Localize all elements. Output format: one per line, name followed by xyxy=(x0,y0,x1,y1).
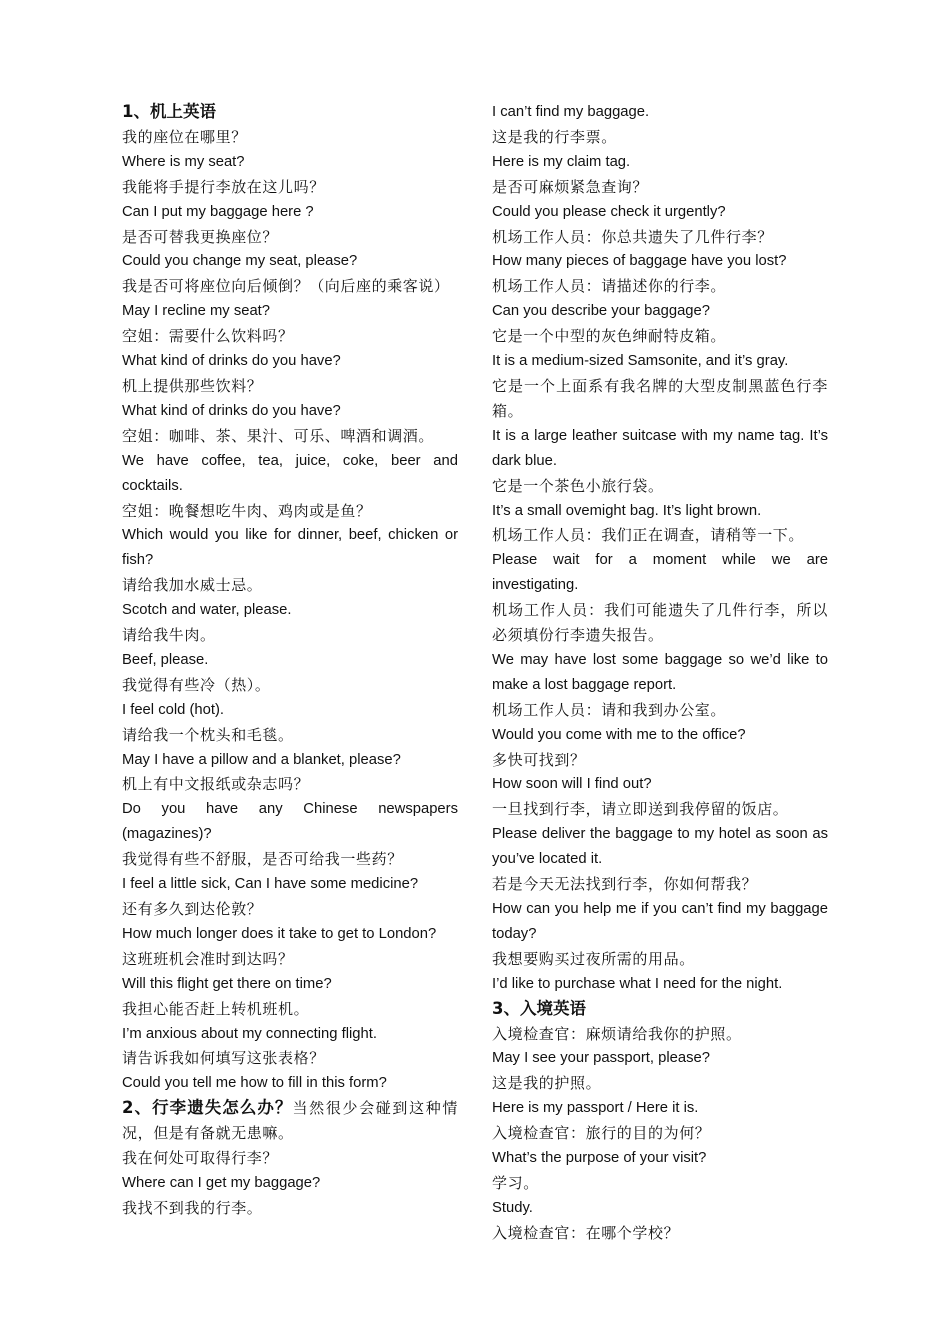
chinese-phrase: 我在何处可取得行李？ xyxy=(122,1149,279,1168)
english-phrase: Here is my claim tag. xyxy=(492,153,631,170)
chinese-phrase: 这班班机会准时到达吗？ xyxy=(122,949,294,968)
chinese-phrase: 机上有中文报纸或杂志吗？ xyxy=(122,775,310,794)
chinese-phrase: 我能将手提行李放在这儿吗？ xyxy=(122,177,325,196)
chinese-phrase: 是否可麻烦紧急查询？ xyxy=(492,177,649,196)
english-phrase: May I have a pillow and a blanket, please? xyxy=(122,751,401,768)
english-phrase: Which would you like for dinner, beef, chicken or fish? xyxy=(122,527,458,569)
chinese-phrase: 我的座位在哪里？ xyxy=(122,127,247,146)
english-phrase: What kind of drinks do you have? xyxy=(122,402,341,419)
english-phrase: We have coffee, tea, juice, coke, beer and cocktails. xyxy=(122,452,458,494)
section-heading-text: 2、行李遗失怎么办？ xyxy=(122,1098,293,1118)
chinese-phrase: 请给我牛肉。 xyxy=(122,626,216,645)
english-phrase: Can I put my baggage here ? xyxy=(122,203,314,220)
chinese-phrase: 我想要购买过夜所需的用品。 xyxy=(492,949,695,968)
english-phrase: It is a medium-sized Samsonite, and it’s gray. xyxy=(492,353,789,370)
english-phrase: Would you come with me to the office? xyxy=(492,726,746,743)
chinese-phrase: 学习。 xyxy=(492,1173,539,1192)
chinese-phrase: 一旦找到行李，请立即送到我停留的饭店。 xyxy=(492,800,789,819)
english-phrase: It’s a small ovemight bag. It’s light brown. xyxy=(492,502,762,519)
english-phrase: Beef, please. xyxy=(122,651,209,668)
chinese-phrase: 它是一个茶色小旅行袋。 xyxy=(492,476,664,495)
english-phrase: We may have lost some baggage so we’d like to make a lost baggage report. xyxy=(492,651,828,693)
english-phrase: Study. xyxy=(492,1199,533,1216)
english-phrase: Please wait for a moment while we are investigating. xyxy=(492,552,828,594)
section-intro-text: 当然很少会碰到这种情况，但是有备就无患嘛。 xyxy=(122,1099,458,1143)
chinese-phrase: 它是一个上面系有我名牌的大型皮制黑蓝色行李箱。 xyxy=(492,376,828,420)
chinese-phrase: 若是今天无法找到行李，你如何帮我？ xyxy=(492,875,758,894)
english-phrase: May I recline my seat? xyxy=(122,303,271,320)
chinese-phrase: 还有多久到达伦敦？ xyxy=(122,900,263,918)
chinese-phrase: 请给我一个枕头和毛毯。 xyxy=(122,725,294,744)
english-phrase: Could you tell me how to fill in this form? xyxy=(122,1075,387,1092)
chinese-phrase: 入境检查官：麻烦请给我你的护照。 xyxy=(492,1024,742,1043)
english-phrase: I’d like to purchase what I need for the night. xyxy=(492,975,783,992)
english-phrase: How many pieces of baggage have you lost? xyxy=(492,253,787,270)
right-column xyxy=(492,100,828,1246)
english-phrase: How soon will I find out? xyxy=(492,776,652,793)
chinese-phrase: 我觉得有些冷（热）。 xyxy=(122,675,271,694)
english-phrase: Where can I get my baggage? xyxy=(122,1174,321,1191)
chinese-phrase: 这是我的行李票。 xyxy=(492,127,617,146)
english-phrase: Will this flight get there on time? xyxy=(122,975,332,992)
english-phrase: May I see your passport, please? xyxy=(492,1050,710,1067)
chinese-phrase: 空姐：需要什么饮料吗？ xyxy=(122,327,294,346)
english-phrase: Can you describe your baggage? xyxy=(492,303,710,320)
left-column xyxy=(122,100,458,1221)
english-phrase: I feel a little sick, Can I have some medicine? xyxy=(122,876,419,893)
chinese-phrase: 它是一个中型的灰色绅耐特皮箱。 xyxy=(492,327,727,346)
section-heading xyxy=(122,1096,458,1146)
chinese-phrase: 入境检查官：在哪个学校？ xyxy=(492,1223,680,1242)
section-heading-text: 1、机上英语 xyxy=(122,102,216,121)
english-phrase: Could you please check it urgently? xyxy=(492,203,726,220)
english-phrase: Could you change my seat, please? xyxy=(122,253,358,270)
english-phrase: Scotch and water, please. xyxy=(122,602,292,619)
english-phrase: Please deliver the baggage to my hotel as soon as you’ve located it. xyxy=(492,826,828,868)
section-heading xyxy=(122,100,458,125)
chinese-phrase: 空姐：咖啡、茶、果汁、可乐、啤酒和调酒。 xyxy=(122,426,435,445)
chinese-phrase: 是否可替我更换座位？ xyxy=(122,227,279,246)
english-phrase: Where is my seat? xyxy=(122,153,245,170)
english-phrase: What kind of drinks do you have? xyxy=(122,353,341,370)
english-phrase: Do you have any Chinese newspapers (magazines)? xyxy=(122,801,458,843)
english-phrase: How much longer does it take to get to London? xyxy=(122,925,437,942)
chinese-phrase: 机场工作人员：你总共遗失了几件行李？ xyxy=(492,227,773,246)
english-phrase: I can’t find my baggage. xyxy=(492,104,650,120)
chinese-phrase: 请给我加水威士忌。 xyxy=(122,576,263,595)
english-phrase: It is a large leather suitcase with my name tag. It’s dark blue. xyxy=(492,427,828,469)
chinese-phrase: 机场工作人员：请和我到办公室。 xyxy=(492,700,727,719)
chinese-phrase: 这是我的护照。 xyxy=(492,1074,602,1093)
english-phrase: What’s the purpose of your visit? xyxy=(492,1150,707,1167)
chinese-phrase: 我找不到我的行李。 xyxy=(122,1198,263,1217)
chinese-phrase: 机场工作人员：我们正在调查，请稍等一下。 xyxy=(492,526,805,545)
chinese-phrase: 多快可找到？ xyxy=(492,750,586,769)
english-phrase: I’m anxious about my connecting flight. xyxy=(122,1025,377,1042)
english-phrase: I feel cold (hot). xyxy=(122,701,224,718)
chinese-phrase: 入境检查官：旅行的目的为何？ xyxy=(492,1124,711,1143)
chinese-phrase: 我觉得有些不舒服，是否可给我一些药？ xyxy=(122,850,403,869)
english-phrase: How can you help me if you can’t find my baggage today? xyxy=(492,901,828,942)
chinese-phrase: 机上提供那些饮料？ xyxy=(122,376,263,395)
chinese-phrase: 我是否可将座位向后倾倒？（向后座的乘客说） xyxy=(122,277,450,296)
english-phrase: Here is my passport / Here it is. xyxy=(492,1100,699,1117)
chinese-phrase: 我担心能否赶上转机班机。 xyxy=(122,999,310,1018)
chinese-phrase: 机场工作人员：我们可能遗失了几件行李，所以必须填份行李遗失报告。 xyxy=(492,601,828,645)
chinese-phrase: 空姐：晚餐想吃牛肉、鸡肉或是鱼？ xyxy=(122,501,372,520)
chinese-phrase: 机场工作人员：请描述你的行李。 xyxy=(492,277,727,296)
section-heading xyxy=(492,997,828,1022)
section-heading-text: 3、入境英语 xyxy=(492,998,586,1018)
chinese-phrase: 请告诉我如何填写这张表格？ xyxy=(122,1049,325,1068)
